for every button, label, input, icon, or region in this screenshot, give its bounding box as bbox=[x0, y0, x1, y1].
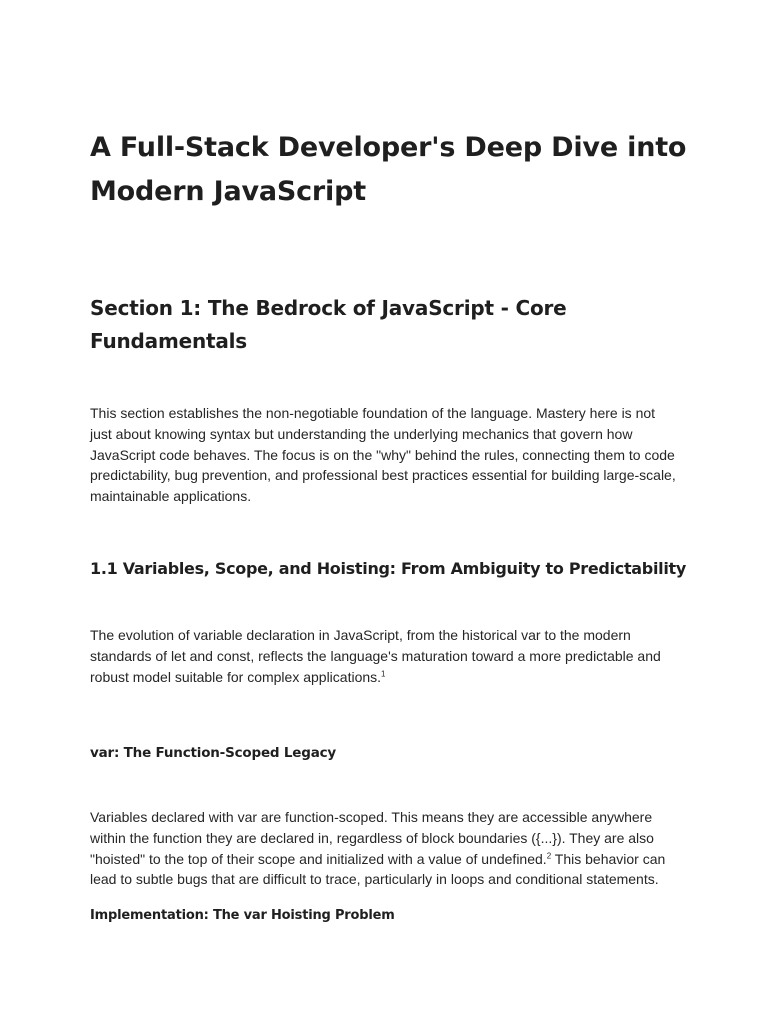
subsection-intro-text: The evolution of variable declaration in JavaScript, from the historical var to the modern standards of let and const, reflects the language's maturation toward a more predictable and robust model suitable for complex applications. bbox=[90, 627, 661, 685]
document-title: A Full-Stack Developer's Deep Dive into Modern JavaScript bbox=[90, 132, 687, 207]
footnote-marker-1: 1 bbox=[381, 668, 386, 678]
subsection-intro-paragraph bbox=[90, 625, 680, 687]
section-heading: Section 1: The Bedrock of JavaScript - Core Fundamentals bbox=[90, 296, 567, 353]
subsection-heading: 1.1 Variables, Scope, and Hoisting: From Ambiguity to Predictability bbox=[90, 559, 686, 578]
var-paragraph bbox=[90, 807, 680, 890]
var-paragraph-text-part1: Variables declared with var are function-scoped. This means they are accessible anywhere within the function they are declared in, regardless of block boundaries ({...}). They are also "hoisted" to the top of their scope and initialized with a value of undefined. bbox=[90, 809, 654, 867]
section-intro-paragraph: This section establishes the non-negotiable foundation of the language. Mastery here is not just about knowing syntax but understanding the underlying mechanics that govern how JavaScript code behaves. The focus is on the "why" behind the rules, connecting them to code predictability, bug prevention, and professional best practices essential for building large-scale, maintainable applications. bbox=[90, 405, 676, 505]
implementation-heading: Implementation: The var Hoisting Problem bbox=[90, 908, 395, 923]
var-heading: var: The Function-Scoped Legacy bbox=[90, 745, 337, 761]
footnote-marker-2: 2 bbox=[546, 850, 552, 860]
var-paragraph-text-part2: This behavior can lead to subtle bugs that are difficult to trace, particularly in loops and conditional statements. bbox=[90, 850, 666, 888]
